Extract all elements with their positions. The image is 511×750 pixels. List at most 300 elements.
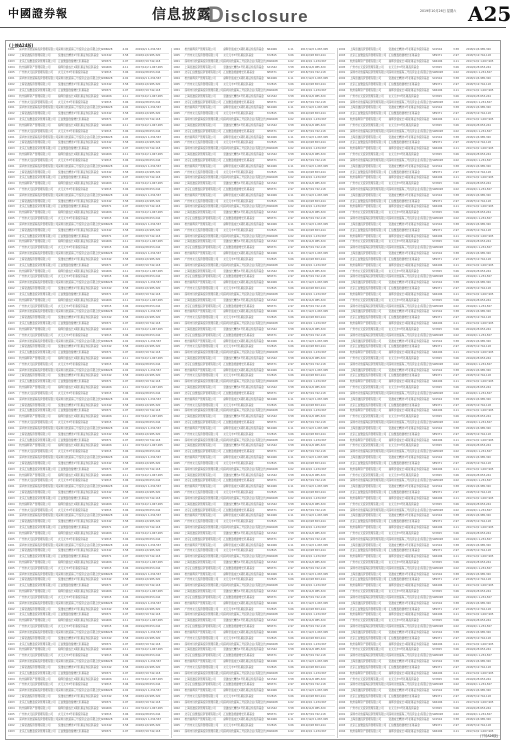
table-cell: 2019/4/1 1,234,567 [300,147,327,151]
table-cell: 1003 [338,520,346,524]
table-cell: 上海宽潍投资管理有限公司 [19,83,51,87]
table-cell: 1002 [338,689,346,693]
table-cell: 玄元元丰3号私募投资基金 [223,578,254,582]
table-cell: 上海宽潍投资管理有限公司 [184,502,216,506]
table-cell: 上海宽潍投资管理有限公司 [19,316,51,320]
table-cell: SR4406 [266,310,277,314]
table-cell: 1005 [173,287,180,291]
table-cell: 2019/2/28 653,244 [135,391,161,395]
table-cell: 2018/7/19 742,118 [135,584,161,588]
table-cell: 汇信聚盈稳健增长私募基金 [223,158,255,162]
table-cell: 3.58 [453,106,459,110]
table-cell: 2018/7/19 742,118 [300,187,326,191]
table-cell: 上海宽潍投资管理有限公司 [19,549,51,553]
table-cell: 4.02 [453,566,459,570]
table-cell: 4.11 [453,88,459,92]
table-cell: 1001 [173,88,180,92]
table-cell: 鼎晖价值成长1期私募证券投资基金 [223,426,264,430]
table-cell: 深圳远致富海三号投资企业(有限合伙) [388,683,433,687]
table-cell: 4.02 [122,397,129,401]
table-cell: SY2815 [432,240,443,244]
table-cell: 宽潍成长精选1号私募证券投资基金 [223,123,264,127]
table-cell: 4.02 [287,584,294,588]
table-cell: 汇信聚盈稳健增长私募基金 [388,403,420,407]
table-cell: 北京汇信聚盈投资管理有限公司 [184,712,221,716]
table-cell: 玄元元丰3号私募投资基金 [223,199,254,203]
table-cell: 1004 [8,357,15,360]
table-cell: 1005 [173,636,180,640]
table-cell: SW6028 [432,391,444,395]
table-cell: SE9371 [432,695,443,699]
table-cell: SR4406 [266,252,277,256]
table-cell: 1002 [8,724,15,728]
table-cell: 1001 [338,625,346,629]
table-cell: 1001 [338,362,346,366]
table-cell: 1001 [173,59,180,63]
table-cell: SR4406 [432,555,443,559]
table-cell: 1004 [173,368,180,372]
table-row [8,730,169,736]
table-cell: SW6028 [266,730,278,733]
table-cell: SW6028 [432,362,444,366]
table-cell: 2019/2/28 653,244 [135,654,161,658]
table-cell: SY2815 [266,724,277,728]
table-cell: 1002 [338,543,346,547]
table-cell: 2.97 [453,228,459,232]
table-cell: 2017/12/2 1,067,905 [135,298,163,302]
table-cell: 2019/2/28 653,244 [135,450,161,454]
table-cell: 汇信聚盈稳健增长私募基金 [58,467,90,471]
table-cell: 汇信聚盈稳健增长私募基金 [223,217,255,221]
table-cell: 广州市玄元投资管理有限公司 [19,566,53,570]
table-cell: 1003 [173,187,180,191]
table-cell: 杭州鼎晖资产管理有限公司 [349,526,382,530]
table-cell: 2019/2/28 653,244 [466,327,491,331]
table-cell: 杭州鼎晖资产管理有限公司 [184,106,216,110]
table-cell: SW6028 [266,118,278,122]
table-cell: SR4406 [101,473,112,477]
table-cell: 1001 [338,187,346,191]
table-cell: 北京汇信聚盈投资管理有限公司 [19,292,56,296]
table-cell: 1005 [8,479,15,483]
table-cell: 2018/7/19 742,118 [300,654,326,658]
table-cell: 鼎晖价值成长1期私募证券投资基金 [223,48,264,52]
table-cell: 广州市玄元投资管理有限公司 [184,461,219,465]
table-cell: 1002 [8,141,15,145]
table-cell: 2018/7/19 742,118 [135,118,161,122]
table-cell: 2.97 [453,607,459,611]
table-cell: SY2815 [266,636,277,640]
table-cell: SE9371 [101,584,112,588]
table-cell: 广州市玄元投资管理有限公司 [349,298,384,302]
table-cell: 1001 [338,129,346,133]
table-cell: 4.11 [453,613,459,617]
table-cell: 上海宽潍投资管理有限公司 [184,677,216,681]
table-cell: 2019/4/1 1,234,567 [300,263,327,267]
table-cell: 3.58 [122,228,129,232]
table-cell: 深圳市远致富海投资管理有限公司 [19,718,59,722]
table-cell: 2018/7/19 742,118 [300,625,326,629]
table-cell: 1004 [338,88,346,92]
table-cell: 北京汇信聚盈投资管理有限公司 [349,491,387,495]
table-cell: 4.02 [453,391,459,395]
table-cell: 北京汇信聚盈投资管理有限公司 [349,53,387,57]
table-cell: 2018/11/6 985,320 [135,491,161,495]
table-cell: 3.58 [287,415,294,419]
table-cell: 1002 [8,549,15,553]
table-cell: SY2815 [432,648,443,652]
table-cell: 广州市玄元投资管理有限公司 [19,537,53,541]
table-cell: 3.58 [453,456,459,460]
table-cell: SE9371 [101,730,112,733]
table-cell: 2019/2/28 653,244 [300,578,326,582]
table-cell: 4.11 [287,310,294,314]
table-cell: 2.97 [122,584,129,588]
table-cell: 2018/7/19 742,118 [466,83,491,87]
table-cell: 杭州鼎晖资产管理有限公司 [184,368,216,372]
table-cell: 2019/4/1 1,234,567 [135,164,162,168]
table-cell: SE9371 [266,508,277,512]
table-cell: 深圳市远致富海投资管理有限公司 [349,683,389,687]
table-cell: 2.97 [122,642,129,646]
table-cell: 广州市玄元投资管理有限公司 [349,531,384,535]
table-cell: 上海宽潍投资管理有限公司 [184,619,216,623]
table-cell: 3.58 [287,123,294,127]
table-cell: 宽潍成长精选1号私募证券投资基金 [58,257,99,261]
table-cell: 广州市玄元投资管理有限公司 [349,94,384,98]
table-cell: 2.97 [122,671,129,675]
table-cell: SR4406 [432,88,443,92]
table-cell: SR4406 [101,415,112,419]
table-cell: 1003 [173,421,180,425]
table-cell: 4.11 [453,118,459,122]
table-cell: 2.97 [287,479,294,483]
table-cell: 1001 [338,595,346,599]
table-cell: 1004 [173,718,180,722]
table-cell: 深圳市远致富海投资管理有限公司 [184,88,224,92]
table-cell: 2019/4/1 1,234,567 [466,712,492,716]
table-cell: 杭州鼎晖资产管理有限公司 [184,281,216,285]
table-cell: SR4406 [101,386,112,390]
table-cell: 1002 [8,461,15,465]
table-cell: SE9371 [101,700,112,704]
table-cell: 鼎晖价值成长1期私募证券投资基金 [223,543,264,547]
table-cell: 1005 [173,432,180,436]
table-cell: 深圳远致富海三号投资企业(有限合伙) [223,584,267,588]
table-cell: 3.58 [122,607,129,611]
table-cell: 深圳市远致富海投资管理有限公司 [19,485,59,489]
table-cell: SE9371 [432,636,443,640]
table-cell: 广州市玄元投资管理有限公司 [349,706,384,710]
table-cell: 玄元元丰3号私募投资基金 [58,654,89,658]
table-cell: 汇信聚盈稳健增长私募基金 [58,496,90,500]
table-cell: 鼎晖价值成长1期私募证券投资基金 [58,327,99,331]
table-cell: 玄元元丰3号私募投资基金 [388,560,419,564]
table-cell: 2017/12/2 1,067,905 [135,94,163,98]
table-cell: 深圳远致富海三号投资企业(有限合伙) [58,426,102,430]
table-cell: 深圳市远致富海投资管理有限公司 [19,456,59,460]
table-cell: 3.58 [453,426,459,430]
table-cell: 北京汇信聚盈投资管理有限公司 [184,217,221,221]
table-cell: 3.06 [453,531,459,535]
table-cell: 1003 [338,665,346,669]
table-cell: 2018/7/19 742,118 [466,695,491,699]
table-cell: 上海宽潍投资管理有限公司 [349,135,382,139]
table-cell: SE9371 [101,234,112,238]
section-title-en [208,2,309,28]
table-cell: SY2815 [432,357,443,360]
table-cell: 玄元元丰3号私募投资基金 [388,153,419,157]
table-cell: 深圳远致富海三号投资企业(有限合伙) [58,718,102,722]
table-cell: 1001 [8,281,15,285]
table-cell: 1003 [173,333,180,337]
table-cell: 2018/11/6 985,320 [135,403,161,407]
table-cell: 宽潍成长精选1号私募证券投资基金 [388,368,430,372]
table-cell: 2018/7/19 742,118 [300,712,326,716]
table-cell: 杭州鼎晖资产管理有限公司 [19,619,51,623]
table-cell: SE9371 [266,537,277,541]
table-cell: 2019/2/28 653,244 [300,83,326,87]
table-cell: 汇信聚盈稳健增长私募基金 [58,613,90,617]
table-cell: 3.58 [453,193,459,197]
table-cell: 3.58 [122,53,129,57]
table-cell: SX1542 [101,374,112,378]
table-cell: 2019/4/1 1,234,567 [135,222,162,226]
table-cell: 2.97 [453,141,459,145]
table-cell: 2.97 [122,118,129,122]
table-cell: 1003 [338,316,346,320]
table-cell: 宽潍成长精选1号私募证券投资基金 [58,578,99,582]
table-cell: 2019/4/1 1,234,567 [135,630,162,634]
table-cell: SX1542 [266,211,277,215]
table-cell: 1003 [8,322,15,326]
table-cell: SX1542 [432,193,443,197]
table-cell: SX1542 [101,199,112,203]
table-cell: 2018/7/19 742,118 [466,53,491,57]
table-cell: 深圳市远致富海投资管理有限公司 [19,689,59,693]
table-cell: 北京汇信聚盈投资管理有限公司 [19,147,56,151]
table-cell: 2019/2/28 653,244 [300,695,326,699]
table-cell: 1005 [173,403,180,407]
table-cell: 杭州鼎晖资产管理有限公司 [184,77,216,81]
table-cell: 2019/4/1 1,234,567 [135,135,162,139]
table-cell: 2019/4/1 1,234,567 [466,187,492,191]
table-cell: SY2815 [432,211,443,215]
table-cell: SE9371 [432,724,443,728]
table-cell: 上海宽潍投资管理有限公司 [184,182,216,186]
table-cell: 2.97 [453,549,459,553]
table-cell: 汇信聚盈稳健增长私募基金 [58,700,90,704]
table-cell: 3.06 [287,257,294,261]
table-cell: 1002 [338,135,346,139]
table-cell: 深圳市远致富海投资管理有限公司 [19,252,59,256]
table-cell: 2018/11/6 985,320 [135,199,161,203]
table-cell: SR4406 [101,327,112,331]
table-cell: 2019/4/1 1,234,567 [135,281,162,285]
table-cell: SX1542 [432,368,443,372]
table-cell: SW6028 [266,351,278,355]
table-cell: 2.97 [287,683,294,687]
table-cell: 2018/11/6 985,320 [135,636,161,640]
table-cell: 2019/2/28 653,244 [466,648,491,652]
table-cell: 1005 [173,695,180,699]
table-cell: 杭州鼎晖资产管理有限公司 [349,380,382,384]
table-cell: SX1542 [101,724,112,728]
table-cell: 深圳远致富海三号投资企业(有限合伙) [388,508,433,512]
table-cell: SX1542 [266,123,277,127]
table-cell: 宽潍成长精选1号私募证券投资基金 [388,456,430,460]
table-cell: 4.11 [453,147,459,151]
table-cell: 深圳市远致富海投资管理有限公司 [184,555,224,559]
table-cell: SR4406 [101,269,112,273]
table-cell: SW6028 [101,106,113,110]
table-cell: 汇信聚盈稳健增长私募基金 [223,71,255,75]
table-cell: 1005 [8,362,15,366]
table-cell: 2019/2/28 653,244 [135,712,161,716]
table-cell: 2017/12/2 1,067,905 [466,409,494,413]
table-cell: 玄元元丰3号私募投资基金 [223,83,254,87]
table-cell: 鼎晖价值成长1期私募证券投资基金 [223,630,264,634]
table-cell: 1003 [338,491,346,495]
table-cell: 北京汇信聚盈投资管理有限公司 [19,467,56,471]
table-cell: 3.58 [122,316,129,320]
table-cell: 鼎晖价值成长1期私募证券投资基金 [58,298,99,302]
table-cell: 3.06 [122,100,129,104]
table-cell: 宽潍成长精选1号私募证券投资基金 [58,199,99,203]
table-cell: 3.58 [287,269,294,273]
table-cell: 2018/7/19 742,118 [300,391,326,395]
table-cell: 2.97 [122,59,129,63]
table-cell: SW6028 [266,584,278,588]
table-cell: 1002 [338,660,346,664]
table-cell: SY2815 [432,619,443,623]
table-cell: SY2815 [266,491,277,495]
table-cell: 3.06 [287,83,294,87]
table-cell: SX1542 [266,327,277,331]
table-cell: 汇信聚盈稳健增长私募基金 [388,520,420,524]
table-cell: 1005 [338,415,346,419]
table-cell: 4.02 [287,700,294,704]
table-cell: 2019/4/1 1,234,567 [466,479,492,483]
table-cell: 1001 [173,322,180,326]
table-cell: SY2815 [432,444,443,448]
table-cell: 玄元元丰3号私募投资基金 [388,357,419,360]
table-cell: SY2815 [266,83,277,87]
table-cell: 1003 [173,362,180,366]
table-cell: 2017/12/2 1,067,905 [135,386,163,390]
table-cell: SW6028 [101,252,113,256]
table-cell: 2019/2/28 653,244 [135,537,161,541]
table-cell: 2017/12/2 1,067,905 [466,59,494,63]
table-cell: 上海宽潍投资管理有限公司 [184,123,216,127]
table-cell: 2018/7/19 742,118 [466,520,491,524]
table-cell: 2018/11/6 985,320 [135,53,161,57]
table-cell: 广州市玄元投资管理有限公司 [349,211,384,215]
table-cell: 2017/12/2 1,067,905 [466,438,494,442]
table-cell: 深圳远致富海三号投资企业(有限合伙) [58,630,102,634]
table-cell: 3.06 [287,374,294,378]
table-cell: 广州市玄元投资管理有限公司 [184,665,219,669]
table-cell: 3.06 [453,94,459,98]
table-cell: 北京汇信聚盈投资管理有限公司 [349,83,387,87]
table-cell: 1003 [8,730,15,733]
table-cell: 深圳远致富海三号投资企业(有限合伙) [58,514,102,518]
table-cell: 2019/4/1 1,234,567 [466,421,492,425]
table-cell: 杭州鼎晖资产管理有限公司 [184,660,216,664]
table-cell: 1003 [8,613,15,617]
table-cell: 4.11 [287,339,294,343]
table-cell: 1001 [8,543,15,547]
table-cell: 宽潍成长精选1号私募证券投资基金 [388,252,430,256]
table-cell: 1002 [8,432,15,436]
table-cell: 2018/7/19 742,118 [135,730,161,733]
table-cell: 1004 [338,205,346,209]
table-cell: 杭州鼎晖资产管理有限公司 [349,263,382,267]
table-cell: 深圳市远致富海投资管理有限公司 [349,537,389,541]
table-cell: 1004 [338,526,346,530]
table-cell: 北京汇信聚盈投资管理有限公司 [349,316,387,320]
table-cell: 杭州鼎晖资产管理有限公司 [184,48,216,52]
table-cell: 玄元元丰3号私募投资基金 [223,607,254,611]
table-cell: SY2815 [101,625,112,629]
table-cell: 3.06 [122,625,129,629]
table-cell: 1005 [338,706,346,710]
table-cell: SE9371 [101,88,112,92]
table-cell: SR4406 [432,59,443,63]
table-cell: SE9371 [432,345,443,349]
table-cell: 2018/11/6 985,320 [300,65,326,69]
table-cell: 广州市玄元投资管理有限公司 [19,71,53,75]
table-cell: 2018/7/19 742,118 [300,508,326,512]
table-cell: 2019/4/1 1,234,567 [300,467,327,471]
table-cell: 1002 [173,211,180,215]
table-cell: 1004 [338,118,346,122]
table-cell: 1005 [338,473,346,477]
table-cell: 广州市玄元投资管理有限公司 [19,304,53,308]
table-cell: 1001 [338,479,346,483]
table-cell: 玄元元丰3号私募投资基金 [223,257,254,261]
table-cell: 深圳远致富海三号投资企业(有限合伙) [388,566,433,570]
table-cell: SW6028 [266,263,278,267]
table-cell: SY2815 [101,187,112,191]
table-cell: 鼎晖价值成长1期私募证券投资基金 [223,106,264,110]
table-cell: 上海宽潍投资管理有限公司 [349,514,382,518]
table-cell: 深圳市远致富海投资管理有限公司 [19,397,59,401]
table-cell: 1005 [338,211,346,215]
table-cell: 广州市玄元投资管理有限公司 [19,712,53,716]
table-cell: 3.06 [453,502,459,506]
section-title-rest: isclosure [224,7,309,26]
table-cell: 汇信聚盈稳健增长私募基金 [388,287,420,291]
table-cell: 深圳远致富海三号投资企业(有限合伙) [58,368,102,372]
table-cell: 杭州鼎晖资产管理有限公司 [19,677,51,681]
table-cell: 1002 [8,345,15,349]
table-cell: 杭州鼎晖资产管理有限公司 [349,584,382,588]
table-cell: 广州市玄元投资管理有限公司 [184,578,219,582]
table-cell: 深圳远致富海三号投资企业(有限合伙) [388,362,433,366]
table-cell: 汇信聚盈稳健增长私募基金 [388,345,420,349]
table-cell: SW6028 [432,304,444,308]
table-cell: 2019/2/28 653,244 [466,153,491,157]
table-cell: 北京汇信聚盈投资管理有限公司 [349,520,387,524]
table-cell: 3.06 [287,170,294,174]
table-cell: SY2815 [101,246,112,250]
table-cell: 鼎晖价值成长1期私募证券投资基金 [388,438,430,442]
table-cell: 广州市玄元投资管理有限公司 [184,170,219,174]
table-cell: 深圳市远致富海投资管理有限公司 [184,263,224,267]
table-cell: 3.06 [453,648,459,652]
table-cell: 3.06 [122,595,129,599]
